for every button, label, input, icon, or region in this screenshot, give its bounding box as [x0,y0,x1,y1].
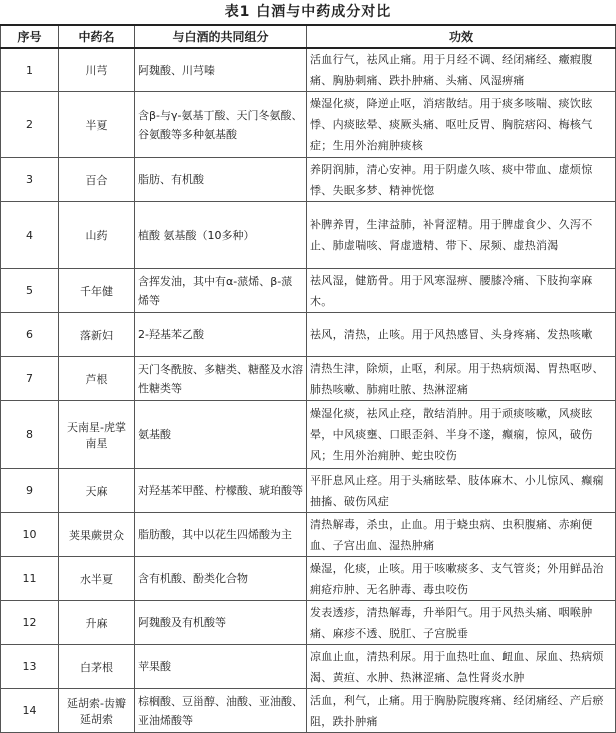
common-components: 阿魏酸、川芎嗪 [135,48,307,92]
row-number: 9 [1,469,59,513]
table-row [1,202,616,269]
herb-name: 升麻 [59,601,135,645]
herb-effects: 发表透疹，清热解毒，升举阳气。用于风热头痛、咽喉肿痛、麻疹不透、脱肛、子宫脱垂 [307,601,616,645]
herb-effects: 凉血止血，清热利尿。用于血热吐血、衄血、尿血、热病烦渴、黄疸、水肿、热淋涩痛、急性肾炎水肿 [307,645,616,689]
common-components: 脂肪、有机酸 [135,158,307,202]
common-components: 含β-与γ-氨基丁酸、天门冬氨酸、谷氨酸等多种氨基酸 [135,92,307,158]
table-row [1,601,616,645]
header-row [1,25,616,48]
herb-name: 千年健 [59,269,135,313]
common-components: 天门冬酰胺、多糖类、糖醛及水溶性糖类等 [135,357,307,401]
herb-effects: 养阴润肺，清心安神。用于阴虚久咳、痰中带血、虚烦惊悸、失眠多梦、精神恍惚 [307,158,616,202]
row-number: 14 [1,689,59,733]
table-row [1,689,616,733]
herb-effects: 活血，利气，止痛。用于胸胁院腹疼痛、经闭痛经、产后瘀阻，跌扑肿痛 [307,689,616,733]
row-number: 1 [1,48,59,92]
table-row [1,269,616,313]
table-row [1,158,616,202]
table-row [1,357,616,401]
herb-name: 天麻 [59,469,135,513]
herb-name: 延胡索-齿瓣延胡索 [59,689,135,733]
row-number: 6 [1,313,59,357]
table-row [1,401,616,469]
herb-effects: 燥湿化痰，祛风止痉，散结消肿。用于顽痰咳嗽，风痰眩晕，中风痰壅、口眼歪斜、半身不遂，癫痫，惊风，破伤风；生用外治痈肿、蛇虫咬伤 [307,401,616,469]
common-components: 2-羟基苯乙酸 [135,313,307,357]
herb-name: 山药 [59,202,135,269]
herb-name: 川芎 [59,48,135,92]
row-number: 5 [1,269,59,313]
herb-effects: 清热生津，除烦，止呕，利尿。用于热病烦渴、胃热呕哕、肺热咳嗽、肺痈吐脓、热淋涩痛 [307,357,616,401]
row-number: 2 [1,92,59,158]
herb-effects: 补脾养胃，生津益肺，补肾涩精。用于脾虚食少、久泻不止、肺虚喘咳、肾虚遗精、带下、尿频、虚热消渴 [307,202,616,269]
common-components: 苹果酸 [135,645,307,689]
herb-name: 芦根 [59,357,135,401]
table-row [1,92,616,158]
table-title: 表1 白酒与中药成分对比 [224,4,392,20]
herb-effects: 清热解毒，杀虫，止血。用于蛲虫病、虫积腹痛、赤痢便血、子宫出血、湿热肿痛 [307,513,616,557]
herb-name: 荚果蕨贯众 [59,513,135,557]
comparison-table [0,24,616,733]
herb-effects: 燥湿，化痰，止咳。用于咳嗽痰多、支气管炎；外用鲜品治痈疮疖肿、无名肿毒、毒虫咬伤 [307,557,616,601]
header-effects: 功效 [307,25,616,48]
table-row [1,313,616,357]
herb-name: 百合 [59,158,135,202]
row-number: 4 [1,202,59,269]
table-row [1,48,616,92]
row-number: 3 [1,158,59,202]
herb-effects: 祛风，清热，止咳。用于风热感冒、头身疼痛、发热咳嗽 [307,313,616,357]
header-common-components: 与白酒的共同组分 [135,25,307,48]
table-row [1,513,616,557]
common-components: 含挥发油，其中有α-蒎烯、β-蒎烯等 [135,269,307,313]
herb-effects: 祛风湿，健筋骨。用于风寒湿痹、腰膝冷痛、下肢拘挛麻木。 [307,269,616,313]
row-number: 7 [1,357,59,401]
row-number: 8 [1,401,59,469]
row-number: 12 [1,601,59,645]
herb-name: 落新妇 [59,313,135,357]
herb-name: 水半夏 [59,557,135,601]
herb-name: 半夏 [59,92,135,158]
table-row [1,645,616,689]
common-components: 含有机酸、酚类化合物 [135,557,307,601]
common-components: 阿魏酸及有机酸等 [135,601,307,645]
common-components: 植酸 氨基酸（10多种） [135,202,307,269]
row-number: 10 [1,513,59,557]
herb-effects: 活血行气，祛风止痛。用于月经不调、经闭痛经、癥瘕腹痛、胸胁刺痛、跌扑肿痛、头痛、风湿痹痛 [307,48,616,92]
row-number: 11 [1,557,59,601]
common-components: 对羟基苯甲醛、柠檬酸、琥珀酸等 [135,469,307,513]
common-components: 氨基酸 [135,401,307,469]
common-components: 脂肪酸，其中以花生四烯酸为主 [135,513,307,557]
herb-name: 白茅根 [59,645,135,689]
common-components: 棕榈酸、豆甾醇、油酸、亚油酸、亚油烯酸等 [135,689,307,733]
header-herb-name: 中药名 [59,25,135,48]
herb-effects: 燥湿化痰，降逆止呕，消痞散结。用于痰多咳喘、痰饮眩悸、内痰眩晕、痰厥头痛、呕吐反胃、胸脘痞闷、梅核气症；生用外治痈肿痰核 [307,92,616,158]
table-row [1,557,616,601]
table-row [1,469,616,513]
row-number: 13 [1,645,59,689]
herb-name: 天南星-虎掌南星 [59,401,135,469]
header-number: 序号 [1,25,59,48]
herb-effects: 平肝息风止痉。用于头痛眩晕、肢体麻木、小儿惊风、癫痫抽搐、破伤风症 [307,469,616,513]
